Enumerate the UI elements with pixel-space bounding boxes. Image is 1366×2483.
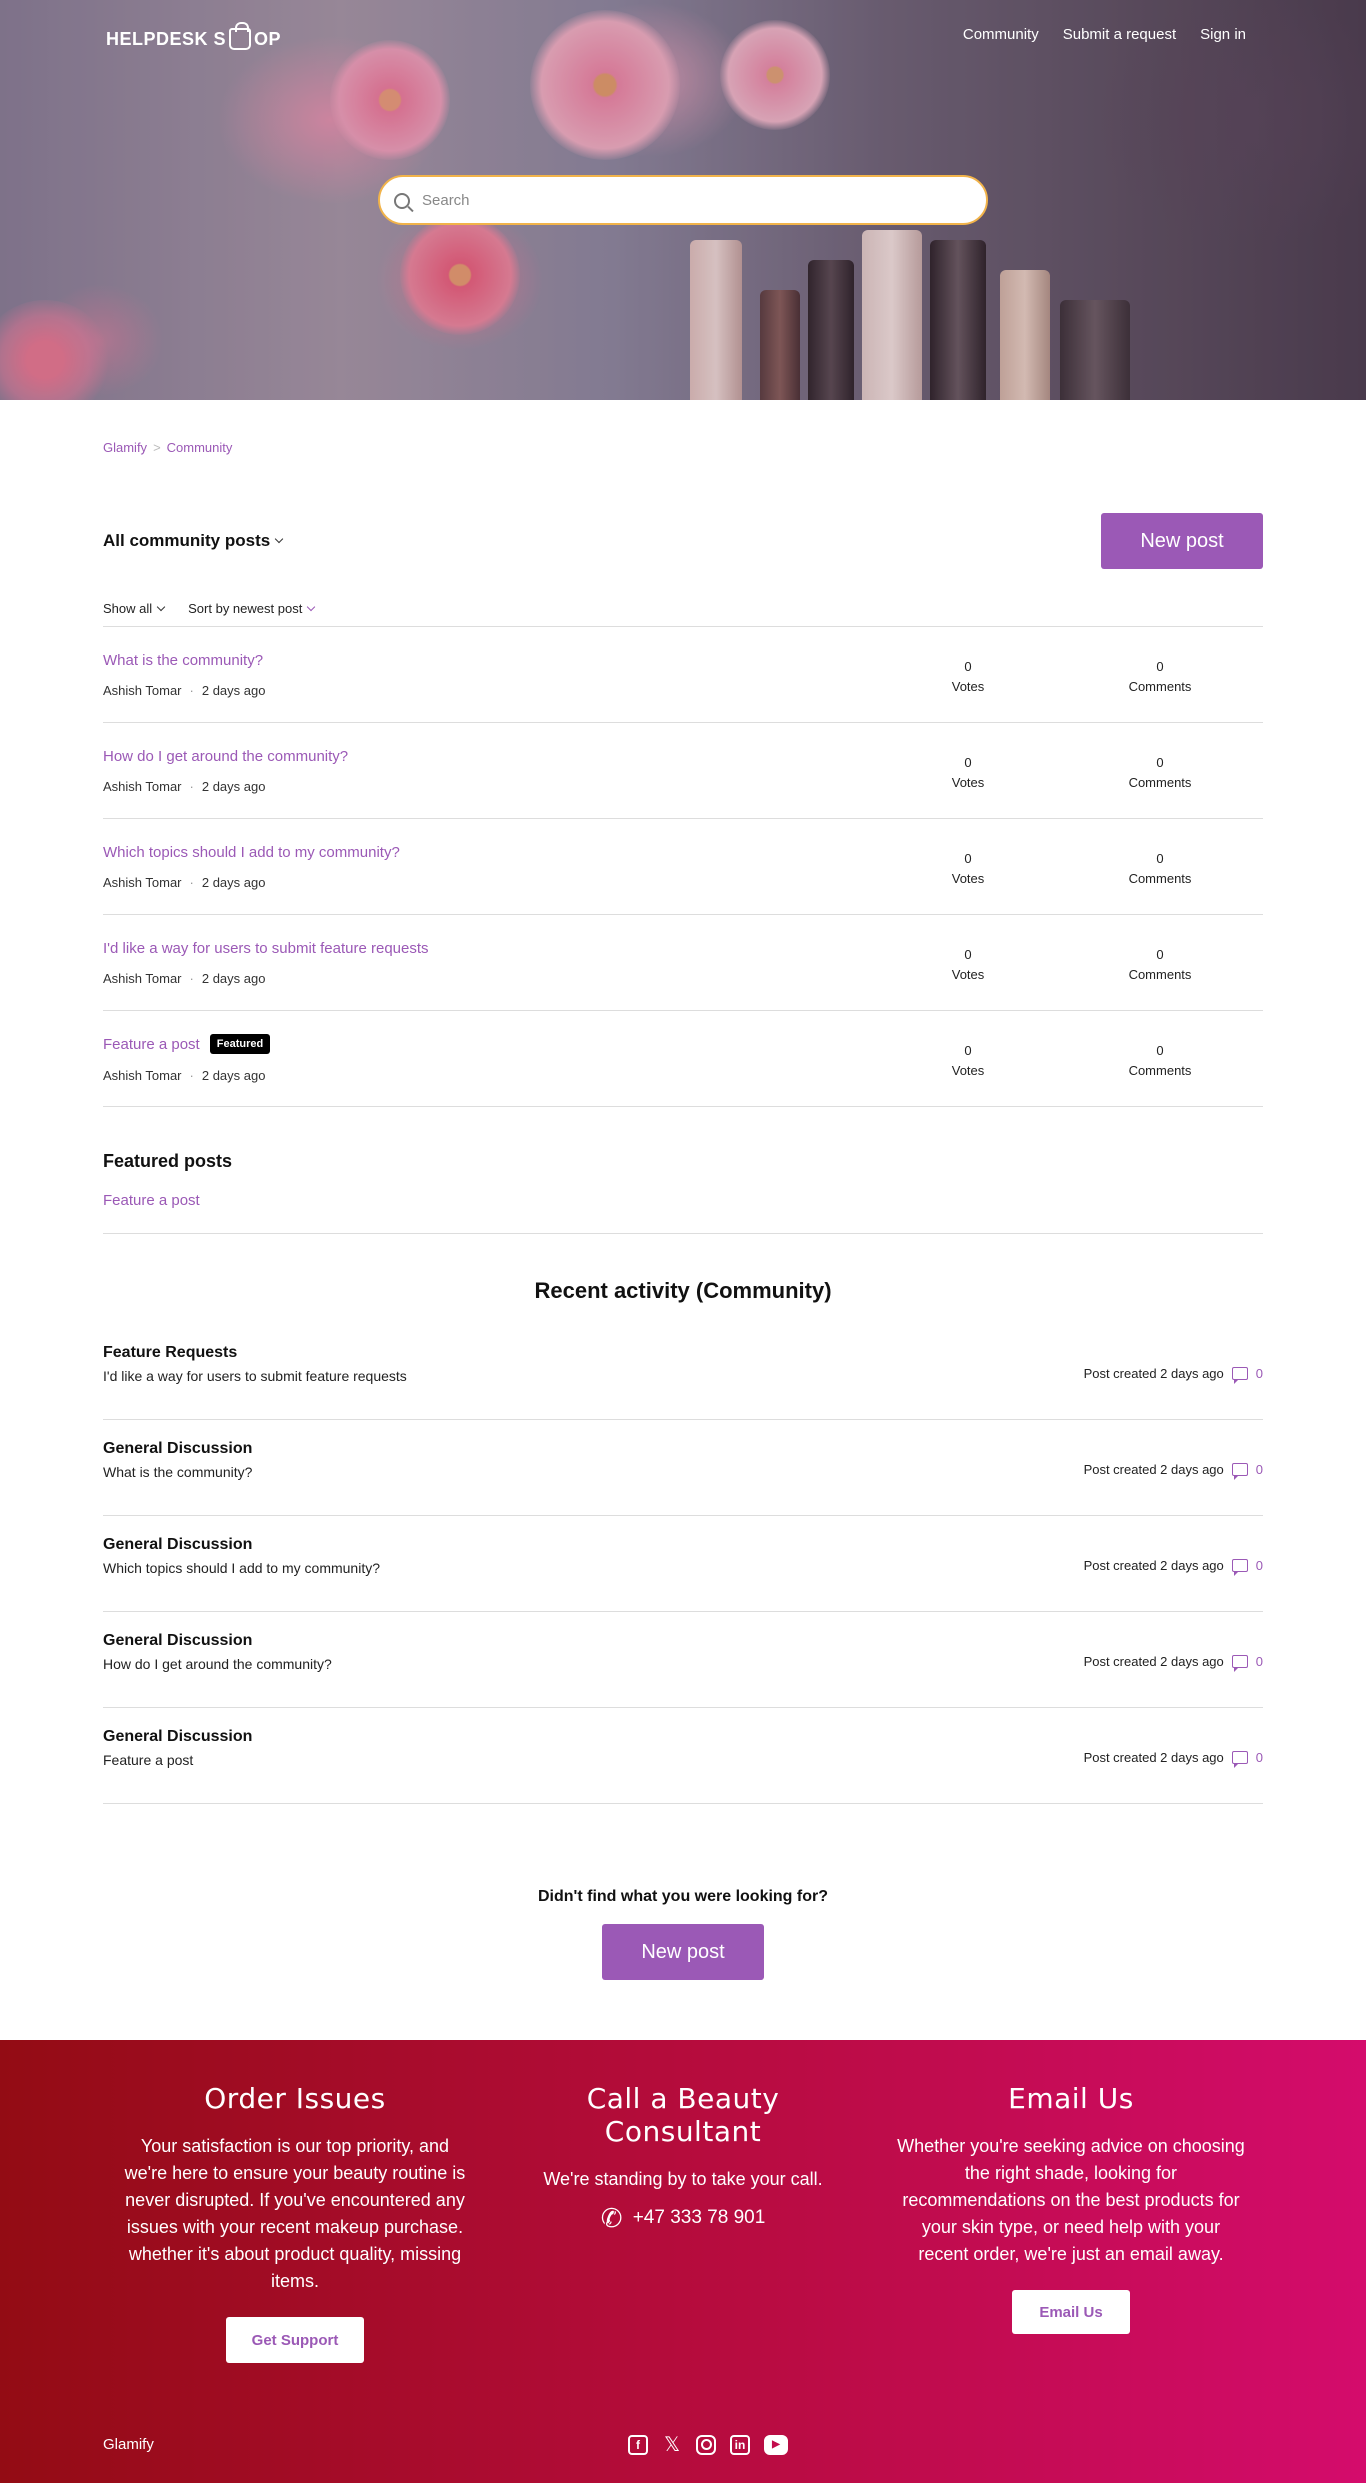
meta-separator: · xyxy=(189,970,194,986)
post-title-link[interactable] xyxy=(103,844,1263,861)
post-title-text: Feature a post xyxy=(103,1035,200,1053)
vote-label: Votes xyxy=(951,679,985,694)
post-time: 2 days ago xyxy=(201,970,266,986)
vote-label: Votes xyxy=(951,775,985,790)
vote-label: Votes xyxy=(951,1063,985,1078)
activity-topic-link[interactable]: General Discussion xyxy=(103,1536,253,1553)
post-row xyxy=(103,915,1263,1011)
comment-label: Comments xyxy=(1128,1063,1192,1078)
activity-comment-count: 0 xyxy=(1255,1654,1263,1669)
facebook-icon[interactable]: f xyxy=(628,2435,648,2455)
post-author: Ashish Tomar xyxy=(103,682,182,698)
post-title-link[interactable] xyxy=(103,652,1263,669)
sort-label: Sort by newest post xyxy=(188,601,303,616)
comment-label: Comments xyxy=(1128,775,1192,790)
activity-post-link[interactable]: Which topics should I add to my community? xyxy=(103,1560,381,1576)
activity-comment-count: 0 xyxy=(1255,1750,1263,1765)
logo-text-left: HELPDESK S xyxy=(106,28,227,49)
activity-status: Post created 2 days ago xyxy=(1083,1462,1224,1477)
email-us-button[interactable]: Email Us xyxy=(1012,2290,1129,2334)
post-comments xyxy=(1105,849,1215,889)
post-filters xyxy=(103,601,1263,627)
post-title-link[interactable] xyxy=(103,940,1263,957)
comment-count: 0 xyxy=(1156,755,1164,770)
top-nav xyxy=(963,26,1246,43)
post-row xyxy=(103,627,1263,723)
post-row xyxy=(103,723,1263,819)
vote-count: 0 xyxy=(964,659,972,674)
featured-posts xyxy=(103,1151,1263,1234)
sort-dropdown[interactable] xyxy=(188,601,314,616)
post-row xyxy=(103,819,1263,915)
post-title-text: Which topics should I add to my community? xyxy=(103,843,400,861)
footer-call-consultant xyxy=(508,2082,858,2229)
vote-label: Votes xyxy=(951,967,985,982)
recent-activity xyxy=(103,1278,1263,1804)
comment-label: Comments xyxy=(1128,967,1192,982)
post-title-link[interactable] xyxy=(103,1034,1263,1054)
featured-title: Featured posts xyxy=(103,1151,233,1171)
footer-brand: Glamify xyxy=(103,2436,154,2453)
activity-post-link[interactable]: How do I get around the community? xyxy=(103,1656,332,1672)
post-comments xyxy=(1105,753,1215,793)
comment-bubble-icon xyxy=(1232,1655,1248,1668)
featured-badge: Featured xyxy=(210,1034,270,1054)
call-consultant-title: Call a Beauty Consultant xyxy=(586,2082,780,2148)
cta-new-post-button[interactable]: New post xyxy=(602,1924,764,1980)
chevron-down-icon xyxy=(157,602,165,610)
linkedin-icon[interactable]: in xyxy=(730,2435,750,2455)
activity-status: Post created 2 days ago xyxy=(1083,1366,1224,1381)
meta-separator: · xyxy=(189,874,194,890)
post-author: Ashish Tomar xyxy=(103,970,182,986)
footer xyxy=(0,2040,1366,2483)
social-links xyxy=(628,2435,788,2455)
activity-status: Post created 2 days ago xyxy=(1083,1750,1224,1765)
post-votes xyxy=(923,753,1013,793)
cta-text: Didn't find what you were looking for? xyxy=(537,1888,828,1905)
post-author: Ashish Tomar xyxy=(103,874,182,890)
post-author: Ashish Tomar xyxy=(103,1068,182,1083)
nav-sign-in[interactable]: Sign in xyxy=(1200,26,1246,43)
phone-number-link[interactable] xyxy=(508,2207,858,2229)
activity-post-link[interactable]: I'd like a way for users to submit feature requests xyxy=(103,1368,407,1384)
activity-status: Post created 2 days ago xyxy=(1083,1654,1224,1669)
activity-post-link[interactable]: Feature a post xyxy=(103,1752,194,1768)
post-list xyxy=(103,627,1263,1107)
activity-comment-count: 0 xyxy=(1255,1558,1263,1573)
activity-comment-count: 0 xyxy=(1255,1462,1263,1477)
hero-banner xyxy=(0,0,1366,400)
comment-bubble-icon xyxy=(1232,1367,1248,1380)
post-votes xyxy=(923,657,1013,697)
x-icon[interactable]: 𝕏 xyxy=(663,2433,681,2456)
recent-activity-title: Recent activity (Community) xyxy=(534,1278,832,1303)
post-title-text: How do I get around the community? xyxy=(103,747,349,765)
post-comments xyxy=(1105,945,1215,985)
breadcrumb-community[interactable]: Community xyxy=(166,440,233,455)
activity-item xyxy=(103,1612,1263,1708)
breadcrumb-home[interactable]: Glamify xyxy=(103,440,148,455)
nav-submit-request[interactable]: Submit a request xyxy=(1062,26,1177,43)
show-all-dropdown[interactable] xyxy=(103,601,164,616)
new-post-button[interactable]: New post xyxy=(1101,513,1263,569)
meta-separator: · xyxy=(189,682,194,698)
post-time: 2 days ago xyxy=(201,1068,266,1083)
order-issues-text: Your satisfaction is our top priority, and we're here to ensure your beauty routine is never disrupted. If you've encountered any issues with your recent makeup purchase. whether it's about product quality, missing items. xyxy=(124,2136,466,2291)
comment-bubble-icon xyxy=(1232,1559,1248,1572)
activity-post-link[interactable]: What is the community? xyxy=(103,1464,253,1480)
activity-item xyxy=(103,1516,1263,1612)
post-comments xyxy=(1105,1041,1215,1081)
activity-item xyxy=(103,1708,1263,1804)
get-support-button[interactable]: Get Support xyxy=(226,2317,365,2363)
vote-count: 0 xyxy=(964,947,972,962)
comment-count: 0 xyxy=(1156,659,1164,674)
phone-number: +47 333 78 901 xyxy=(632,2207,766,2228)
post-time: 2 days ago xyxy=(201,874,266,890)
vote-count: 0 xyxy=(964,755,972,770)
search-bar xyxy=(378,175,988,225)
comment-count: 0 xyxy=(1156,947,1164,962)
shopping-bag-icon xyxy=(229,28,251,50)
order-issues-title: Order Issues xyxy=(204,2082,386,2115)
vote-count: 0 xyxy=(964,1043,972,1058)
vote-label: Votes xyxy=(951,871,985,886)
post-author: Ashish Tomar xyxy=(103,778,182,794)
activity-item xyxy=(103,1420,1263,1516)
logo-text-right: OP xyxy=(254,28,282,49)
youtube-icon[interactable]: ▶ xyxy=(764,2435,788,2455)
call-consultant-text: We're standing by to take your call. xyxy=(543,2169,823,2189)
post-time: 2 days ago xyxy=(201,778,266,794)
chevron-down-icon xyxy=(275,535,283,543)
chevron-down-icon xyxy=(307,602,315,610)
meta-separator: · xyxy=(189,1068,194,1083)
comment-count: 0 xyxy=(1156,1043,1164,1058)
post-time: 2 days ago xyxy=(201,682,266,698)
cta-section xyxy=(103,1888,1263,2040)
breadcrumb xyxy=(103,440,1263,455)
post-comments xyxy=(1105,657,1215,697)
breadcrumb-separator: > xyxy=(153,440,161,455)
footer-email-us xyxy=(896,2082,1246,2334)
search-input[interactable] xyxy=(422,192,942,209)
email-us-text: Whether you're seeking advice on choosing the right shade, looking for recommendations on the best products for your skin type, or need help with your recent order, we're just an email away. xyxy=(897,2136,1245,2264)
meta-separator: · xyxy=(189,778,194,794)
activity-status: Post created 2 days ago xyxy=(1083,1558,1224,1573)
comment-count: 0 xyxy=(1156,851,1164,866)
posts-filter-dropdown[interactable] xyxy=(103,531,282,551)
phone-icon xyxy=(601,2207,623,2229)
comment-bubble-icon xyxy=(1232,1751,1248,1764)
footer-order-issues xyxy=(120,2082,470,2363)
post-title-link[interactable] xyxy=(103,748,1263,765)
activity-topic-link[interactable]: General Discussion xyxy=(103,1632,253,1649)
search-icon xyxy=(394,193,410,209)
post-votes xyxy=(923,1041,1013,1081)
activity-topic-link[interactable]: General Discussion xyxy=(103,1728,253,1745)
show-all-label: Show all xyxy=(103,601,153,616)
nav-community[interactable]: Community xyxy=(962,26,1039,43)
activity-item xyxy=(103,1324,1263,1420)
instagram-icon[interactable] xyxy=(696,2435,716,2455)
comment-label: Comments xyxy=(1128,871,1192,886)
post-votes xyxy=(923,945,1013,985)
post-title-text: I'd like a way for users to submit feature requests xyxy=(103,939,429,957)
vote-count: 0 xyxy=(964,851,972,866)
comment-label: Comments xyxy=(1128,679,1192,694)
activity-topic-link[interactable]: Feature Requests xyxy=(103,1344,238,1361)
featured-post-link[interactable]: Feature a post xyxy=(103,1192,200,1209)
posts-title: All community posts xyxy=(103,531,271,550)
email-us-title: Email Us xyxy=(1008,2082,1134,2115)
activity-comment-count: 0 xyxy=(1255,1366,1263,1381)
post-title-text: What is the community? xyxy=(103,651,264,669)
post-row xyxy=(103,1011,1263,1107)
site-logo[interactable] xyxy=(106,28,281,50)
activity-topic-link[interactable]: General Discussion xyxy=(103,1440,253,1457)
comment-bubble-icon xyxy=(1232,1463,1248,1476)
post-votes xyxy=(923,849,1013,889)
